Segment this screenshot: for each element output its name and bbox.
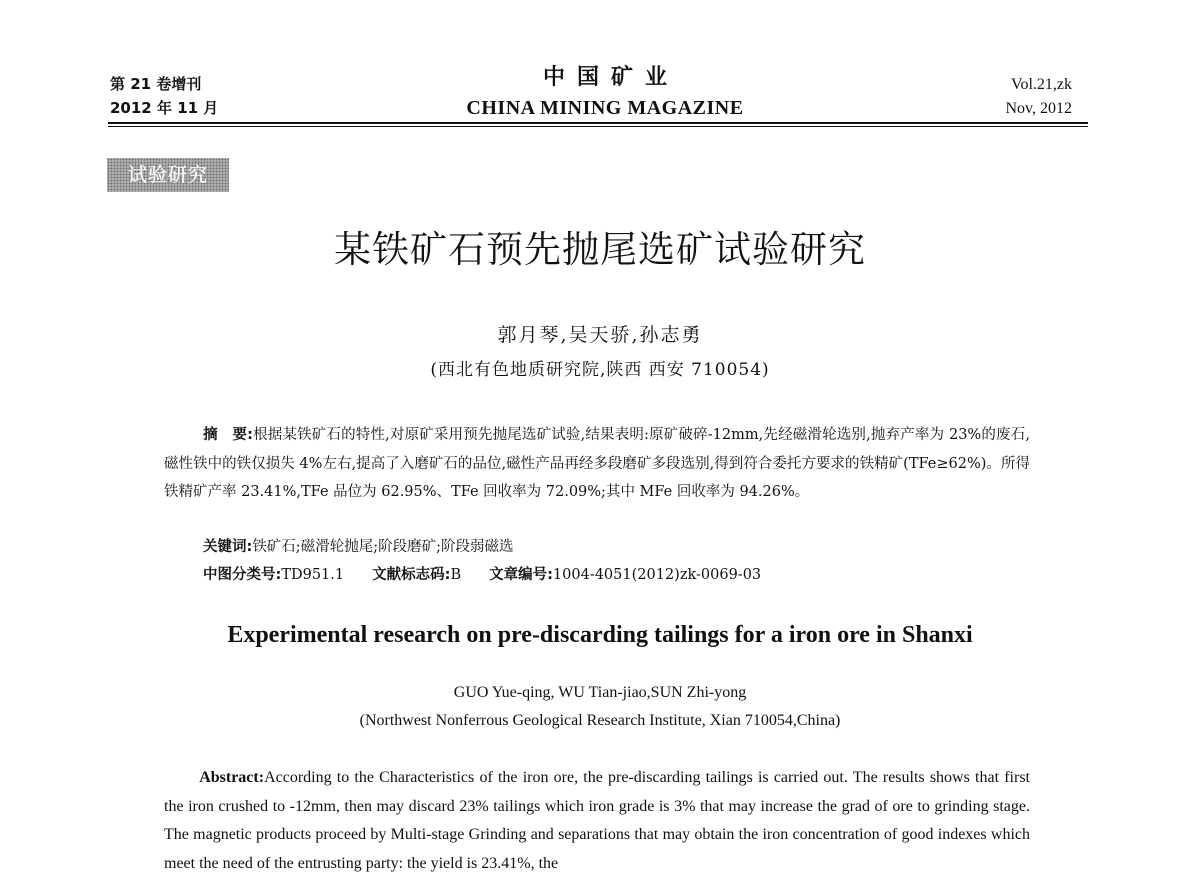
header-left [110,72,218,120]
clc-value: TD951.1 [281,567,345,583]
abstract-zh [164,421,1030,507]
keywords-label: 关键词: [203,539,253,555]
header-rule-thick [108,122,1088,124]
abstract-zh-text: 根据某铁矿石的特性,对原矿采用预先抛尾选矿试验,结果表明:原矿破碎-12mm,先经磁滑轮选别,抛弃产率为 23%的废石,磁性铁中的铁仅损失 4%左右,提高了入磨矿石的品位,磁性产品再经多段磨矿多段选别,得到符合委托方要求的铁精矿(TFe≥62%)。所得铁精矿产率 23.41%,TFe 品位为 62.95%、TFe 回收率为 72.09%;其中 MFe 回收率为 94.26%。 [164,427,1030,500]
volume-zh: 第 21 卷增刊 [110,75,202,93]
journal-masthead [400,64,810,122]
abstract-zh-label: 摘 要: [203,427,253,443]
date-en: Nov, 2012 [1005,100,1072,117]
doc-code-label: 文献标志码: [372,567,451,583]
journal-title-zh: 中国矿业 [542,65,679,90]
abstract-en-text: According to the Characteristics of the iron ore, the pre-discarding tailings is carried out. The results shows that first the iron crushed to -12mm, then may discard 23% tailings which iron grade is 3% that may increase the grad of ore to grinding stage. The magnetic products proceed by Multi-stage Grinding and separations that may obtain the iron concentration of good indexes which meet the need of the entrusting party: the yield is 23.41%, the [164,769,1030,872]
header-right [1005,73,1072,121]
column-tag: 试验研究 [107,158,229,192]
article-title-zh: 某铁矿石预先抛尾选矿试验研究 [334,228,866,271]
journal-title-en: CHINA MINING MAGAZINE [466,97,744,119]
doc-code-value: B [450,567,462,583]
volume-en: Vol.21,zk [1010,76,1072,93]
clc-label: 中图分类号: [203,567,282,583]
keywords-text: 铁矿石;磁滑轮抛尾;阶段磨矿;阶段弱磁选 [252,539,514,555]
keywords-zh [203,535,513,559]
abstract-en [164,764,1030,878]
classification-line [203,563,761,587]
authors-zh: 郭月琴,吴天骄,孙志勇 [497,324,703,346]
affiliation-zh: (西北有色地质研究院,陕西 西安 710054) [430,360,770,380]
article-no-label: 文章编号: [489,567,553,583]
article-no-value: 1004-4051(2012)zk-0069-03 [552,567,762,583]
affiliation-en: (Northwest Nonferrous Geological Research Institute, Xian 710054,China) [359,712,841,729]
header-rule-thin [108,126,1088,127]
article-title-en: Experimental research on pre-discarding tailings for a iron ore in Shanxi [227,622,973,648]
abstract-en-label: Abstract: [199,769,265,786]
authors-en: GUO Yue-qing, WU Tian-jiao,SUN Zhi-yong [453,684,747,701]
date-zh: 2012 年 11 月 [110,99,219,117]
